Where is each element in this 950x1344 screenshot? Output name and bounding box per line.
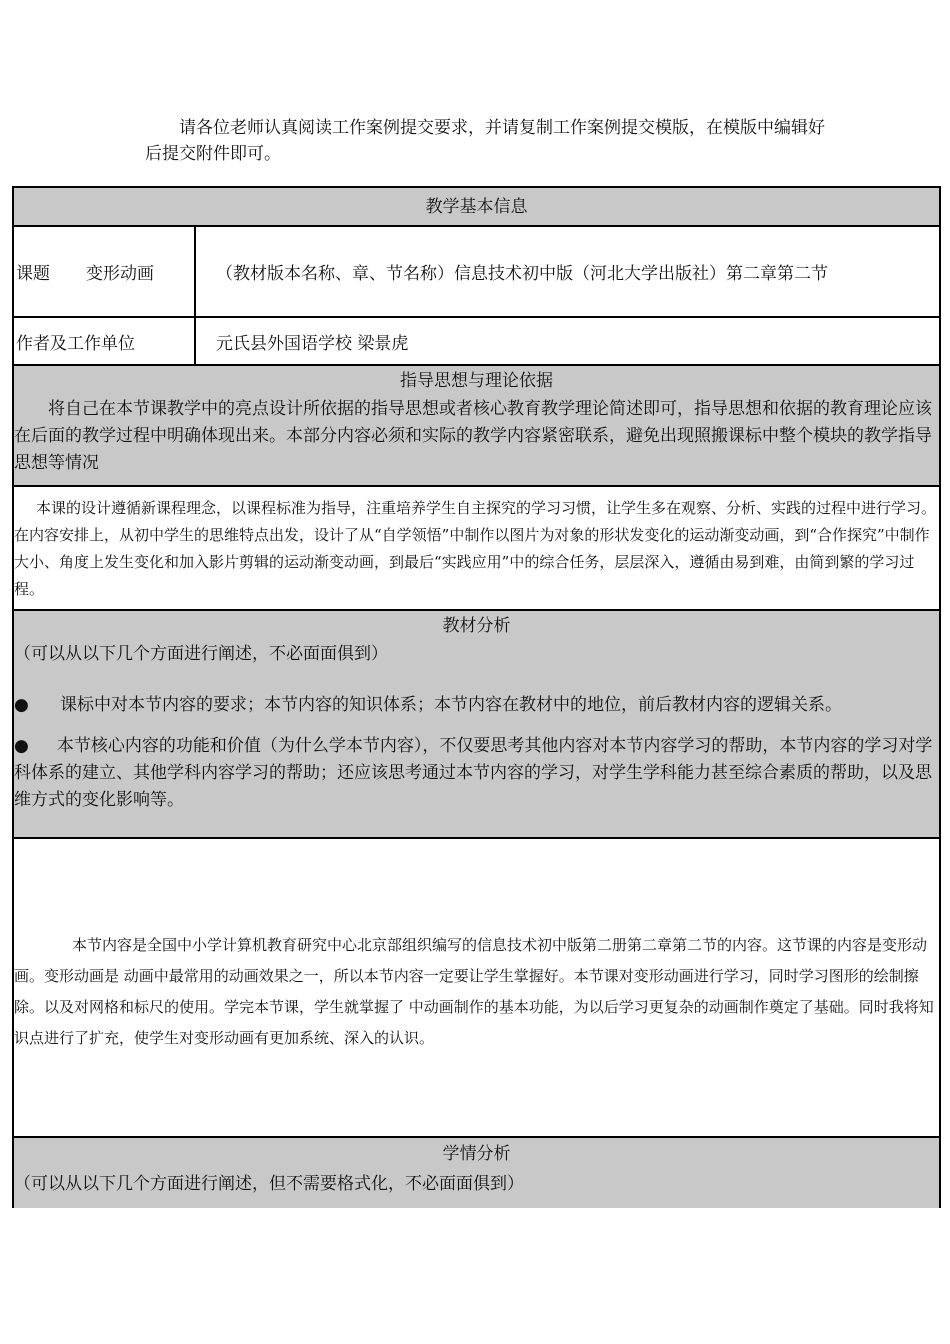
material-content-row — [12, 839, 941, 1138]
material-bullet-2-text: 本节核心内容的功能和价值（为什么学本节内容），不仅要思考其他内容对本节内容学习的帮助，本节内容的学习对学科体系的建立、其他学科内容学习的帮助；还应该思考通过本节内容的学习，对学生学科能力甚至综合素质的帮助，以及思维方式的变化影响等。 — [14, 736, 933, 810]
guiding-title: 指导思想与理论依据 — [400, 371, 553, 391]
guiding-content-row — [12, 487, 941, 611]
basic-info-header — [12, 186, 941, 227]
author-value: 元氏县外国语学校 梁景虎 — [216, 333, 409, 354]
material-content: 本节内容是全国中小学计算机教育研究中心北京部组织编写的信息技术初中版第二册第二章第二节的内容。这节课的内容是变形动画。变形动画是 动画中最常用的动画效果之一，所以本节内容一定要让学生掌握好。本节课对变形动画进行学习，同时学习图形的绘制擦除。以及对网格和标尺的使用。学完本节课，学生就掌握了 中动画制作的基本功能，为以后学习更复杂的动画制作奠定了基础。同时我将知识点进行了扩充，使学生对变形动画有更加系统、深入的认识。 — [14, 936, 934, 1047]
topic-label-cell — [14, 227, 196, 316]
topic-label: 课题 — [16, 264, 50, 284]
intro-text: 请各位老师认真阅读工作案例提交要求，并请复制工作案例提交模版，在模版中编辑好后提交附件即可。 — [145, 118, 825, 164]
topic-row — [12, 227, 941, 318]
material-title: 教材分析 — [442, 616, 511, 636]
material-bullet-1 — [14, 692, 939, 719]
material-bullet-2 — [14, 733, 939, 814]
material-section — [12, 611, 941, 839]
topic-value: 变形动画 — [86, 264, 154, 284]
learner-section — [12, 1138, 941, 1208]
case-form — [12, 186, 941, 1208]
learner-title: 学情分析 — [442, 1144, 511, 1164]
material-bullet-1-text: 课标中对本节内容的要求；本节内容的知识体系；本节内容在教材中的地位，前后教材内容的逻辑关系。 — [60, 695, 842, 715]
guiding-content: 本课的设计遵循新课程理念，以课程标准为指导，注重培养学生自主探究的学习习惯，让学生多在观察、分析、实践的过程中进行学习。在内容安排上，从初中学生的思维特点出发，设计了从“自学领悟”中制作以图片为对象的形状发变化的运动渐变动画，到“合作探究”中制作大小、角度上发生变化和加入影片剪辑的运动渐变动画，到最后“实践应用”中的综合任务，层层深入，遵循由易到难，由简到繁的学习过程。 — [14, 499, 937, 598]
bullet-icon: ● — [14, 695, 29, 715]
learner-note: （可以从以下几个方面进行阐述，但不需要格式化，不必面面俱到） — [14, 1174, 524, 1194]
topic-source: （教材版本名称、章、节名称）信息技术初中版（河北大学出版社）第二章第二节 — [216, 264, 828, 284]
guiding-instruction: 将自己在本节课教学中的亮点设计所依据的指导思想或者核心教育教学理论简述即可，指导思想和依据的教育理论应该在后面的教学过程中明确体现出来。本部分内容必须和实际的教学内容紧密联系，避免出现照搬课标中整个模块的教学指导思想等情况 — [14, 399, 932, 473]
intro-note — [145, 115, 825, 167]
author-label: 作者及工作单位 — [14, 318, 196, 364]
author-row — [12, 318, 941, 366]
guiding-section — [12, 366, 941, 487]
material-note: （可以从以下几个方面进行阐述，不必面面俱到） — [14, 644, 388, 664]
basic-info-title: 教学基本信息 — [425, 197, 528, 217]
bullet-icon: ● — [14, 736, 29, 756]
